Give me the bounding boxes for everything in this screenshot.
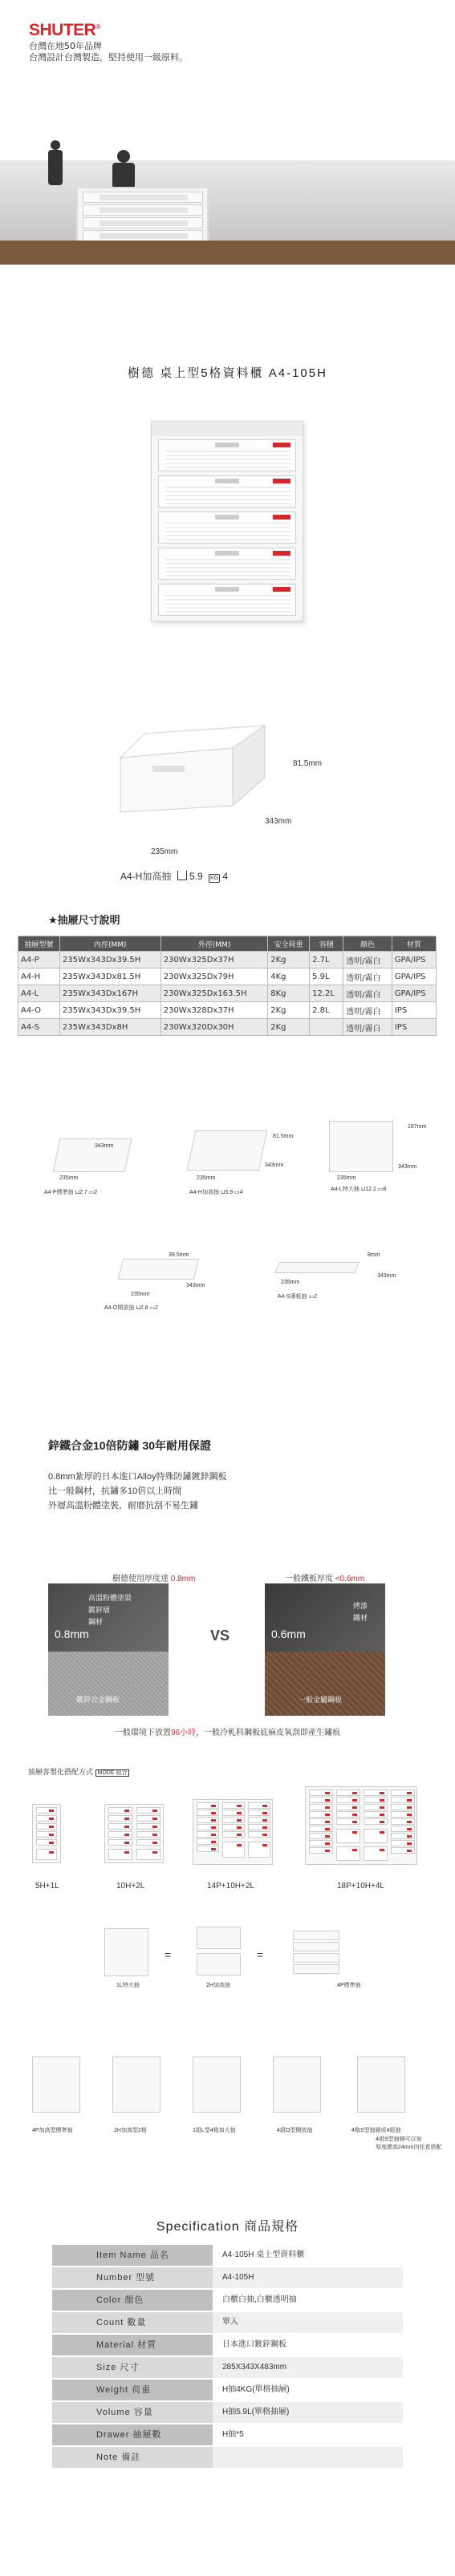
drawer-volume: 5.9 xyxy=(189,871,203,882)
alloy-title: 鋅鐵合金10倍防鏽 30年耐用保證 xyxy=(48,1439,212,1452)
product-title: 樹德 桌上型5格資料櫃 A4-105H xyxy=(128,366,327,380)
drawer-h-depth: 343mm xyxy=(265,1163,284,1168)
spec-row xyxy=(52,2357,403,2378)
alloy-line-3: 外層高溫粉體塗裝，耐磨抗刮不易生鏽 xyxy=(48,1501,198,1510)
left-sheet-label: 鍍鋅合金鋼板 xyxy=(76,1696,120,1704)
tagline-1: 台灣在地50年品牌 xyxy=(29,41,102,51)
table-header: 抽屜型號 xyxy=(18,936,60,952)
brand-logo: SHUTER® xyxy=(29,21,100,39)
table-cell: 4Kg xyxy=(268,969,310,985)
spec-row xyxy=(52,2290,403,2311)
right-layer-paint: 烤漆 xyxy=(353,1602,368,1610)
table-cell: 透明/霧白 xyxy=(343,1002,392,1019)
table-header: 外徑(MM) xyxy=(160,936,268,952)
right-sheet-label: 一般金屬鋼板 xyxy=(299,1696,343,1704)
spec-row xyxy=(52,2335,403,2356)
drawer-p-illustration xyxy=(53,1138,132,1172)
spec-value: 白櫃白抽,白櫃透明抽 xyxy=(213,2290,403,2311)
table-header: 容積 xyxy=(310,936,343,952)
drawer-l-caption: A4-L特大抽 ⊔12.2 ▭8 xyxy=(331,1187,387,1192)
layer-zinc: 鍍鋅層 xyxy=(88,1606,111,1614)
drawer-o-width: 235mm xyxy=(131,1292,150,1297)
eq-combo-4 xyxy=(273,2056,321,2113)
table-cell: 2Kg xyxy=(268,1019,310,1036)
eq-h-drawer-1 xyxy=(197,1927,241,1949)
spec-row xyxy=(52,2267,403,2288)
spec-row xyxy=(52,2312,403,2333)
table-cell: 2.7L xyxy=(310,952,343,969)
cabinet-illustration xyxy=(151,421,303,621)
spec-value: 單入 xyxy=(213,2312,403,2333)
eq-p-label: 4P標準抽 xyxy=(337,1983,361,1988)
table-cell: 2Kg xyxy=(268,1002,310,1019)
combo-label: 5H+1L xyxy=(35,1882,59,1891)
table-cell: IPS xyxy=(392,1019,436,1036)
eq-p-drawer xyxy=(293,1942,339,1951)
table-row xyxy=(18,1002,437,1019)
spec-key: Drawer 抽屜數 xyxy=(52,2424,213,2445)
header xyxy=(0,0,455,265)
combo-5h1l xyxy=(32,1804,61,1863)
spec-key: Weight 荷重 xyxy=(52,2380,213,2400)
combo-label: 14P+10H+2L xyxy=(207,1882,254,1891)
drawer-dimension-illustration xyxy=(112,718,273,822)
combo-10h2l xyxy=(104,1804,164,1863)
spec-key: Number 型號 xyxy=(52,2267,213,2288)
table-cell: A4-H xyxy=(18,969,60,985)
table-row xyxy=(18,985,437,1002)
left-caption: 樹德使用厚度達 0.8mm xyxy=(112,1575,196,1583)
drawer-p-caption: A4-P標準抽 ⊔2.7 ▭2 xyxy=(44,1190,98,1195)
table-cell: GPA/IPS xyxy=(392,952,436,969)
drawer-width-dim: 235mm xyxy=(151,847,178,856)
figurine-left xyxy=(48,140,63,187)
eq-combo-5 xyxy=(357,2056,405,2113)
spec-key: Material 材質 xyxy=(52,2335,213,2356)
drawer-h-illustration xyxy=(187,1130,268,1171)
spec-row xyxy=(52,2447,403,2468)
drawer-s-illustration xyxy=(274,1262,360,1273)
drawer-caption-row xyxy=(120,869,228,883)
table-cell: 透明/霧白 xyxy=(343,969,392,985)
table-row xyxy=(18,1019,437,1036)
table-cell: 5.9L xyxy=(310,969,343,985)
spec-row xyxy=(52,2245,403,2266)
spec-value: 285X343X483mm xyxy=(213,2357,403,2378)
equals-sign-2: = xyxy=(257,1948,264,1961)
table-cell: A4-L xyxy=(18,985,60,1002)
left-thickness: 0.8mm xyxy=(55,1628,89,1640)
table-cell: 230Wx325Dx37H xyxy=(160,952,268,969)
drawer-l-illustration xyxy=(329,1121,393,1172)
cabinet-drawer xyxy=(158,475,296,508)
eq-item-label: 4組O型開放抽 xyxy=(277,2128,313,2133)
spec-key: Color 顏色 xyxy=(52,2290,213,2311)
drawer-s-width: 235mm xyxy=(281,1280,300,1285)
table-cell: 235Wx343Dx39.5H xyxy=(59,952,160,969)
drawer-size-table xyxy=(18,936,437,1036)
table-cell: 230Wx328Dx37H xyxy=(160,1002,268,1019)
spec-key: Volume 容量 xyxy=(52,2402,213,2423)
drawer-o-depth: 343mm xyxy=(186,1283,205,1288)
figurine-right xyxy=(109,150,141,188)
spec-key: Count 數量 xyxy=(52,2312,213,2333)
spec-row xyxy=(52,2402,403,2423)
weight-icon: KG xyxy=(210,876,219,881)
spec-key: Item Name 品名 xyxy=(52,2245,213,2266)
eq-p-drawer xyxy=(293,1964,339,1974)
drawer-l-depth: 343mm xyxy=(398,1164,417,1170)
right-layer-iron: 鐵材 xyxy=(353,1614,368,1622)
table-cell: 透明/霧白 xyxy=(343,1019,392,1036)
spec-key: Size 尺寸 xyxy=(52,2357,213,2378)
spec-value: A4-105H xyxy=(213,2267,403,2288)
eq-note: 4組S型抽屜可以加 厚度總高24mm內任意搭配 xyxy=(376,2137,442,2150)
table-cell: 透明/霧白 xyxy=(343,952,392,969)
table-cell: A4-S xyxy=(18,1019,60,1036)
spec-value: A4-105H 桌上型資料櫃 xyxy=(213,2245,403,2266)
eq-h-label: 2H加高抽 xyxy=(206,1983,230,1988)
eq-item-label: 4格S型抽屜或4組抽 xyxy=(351,2128,401,2133)
right-caption: 一般鐵板厚度 <0.6mm xyxy=(285,1575,365,1583)
drawer-caption: A4-H加高抽 xyxy=(120,871,172,882)
table-cell xyxy=(310,1019,343,1036)
eq-item-label: 1組L型4格加大抽 xyxy=(193,2128,236,2133)
spec-value: 日本進口鍍鋅鋼板 xyxy=(213,2335,403,2356)
wood-shelf xyxy=(0,241,455,265)
eq-l-label: 1L特大抽 xyxy=(116,1983,140,1988)
spec-key: Note 備註 xyxy=(52,2447,213,2468)
drawer-p-depth: 343mm xyxy=(95,1143,114,1149)
table-cell: 235Wx343Dx8H xyxy=(59,1019,160,1036)
cabinet-drawer xyxy=(158,584,296,616)
table-cell: 2.8L xyxy=(310,1002,343,1019)
spec-row xyxy=(52,2380,403,2400)
alloy-line-1: 0.8mm紮厚的日本進口Alloy特殊防鏽鍍鋅鋼板 xyxy=(48,1472,227,1482)
table-cell: A4-P xyxy=(18,952,60,969)
rust-texture-right xyxy=(265,1652,385,1716)
table-cell: 2Kg xyxy=(268,952,310,969)
table-row xyxy=(18,952,437,969)
eq-l-drawer xyxy=(104,1928,148,1976)
eq-combo-3 xyxy=(193,2056,241,2113)
spec-value: H抽5.9L(單格抽屜) xyxy=(213,2402,403,2423)
combo-18p10h4l xyxy=(305,1786,417,1865)
cabinet-drawer xyxy=(158,439,296,471)
rust-footnote: 一般環境下放置96小時，一般冷軋料鋼板底麻皮氧刮即產生鏽痕 xyxy=(114,1729,341,1737)
spec-title: Specification 商品規格 xyxy=(156,2220,299,2234)
table-cell: GPA/IPS xyxy=(392,969,436,985)
table-header: 內徑(MM) xyxy=(59,936,160,952)
eq-item-label: 2H加高型2格 xyxy=(114,2128,147,2133)
eq-combo-2 xyxy=(112,2056,160,2113)
table-cell: A4-O xyxy=(18,1002,60,1019)
vs-text: VS xyxy=(210,1628,230,1644)
drawer-p-width: 235mm xyxy=(59,1175,79,1181)
drawer-h-caption: A4-H加高抽 ⊔5.9 ▭4 xyxy=(189,1190,243,1195)
eq-item-label: 4P加高型標準抽 xyxy=(32,2128,73,2133)
drawer-h-height: 81.5mm xyxy=(273,1134,294,1139)
table-header: 安全荷重 xyxy=(268,936,310,952)
cabinet-drawer xyxy=(158,548,296,580)
table-header: 顏色 xyxy=(343,936,392,952)
right-thickness: 0.6mm xyxy=(271,1628,306,1640)
drawer-height-dim: 81.5mm xyxy=(293,759,323,768)
spec-value: H抽4KG(單格抽屜) xyxy=(213,2380,403,2400)
table-cell: 8Kg xyxy=(268,985,310,1002)
equals-sign-1: = xyxy=(165,1948,172,1961)
layer-steel: 鋼材 xyxy=(88,1618,104,1626)
table-cell: IPS xyxy=(392,1002,436,1019)
tagline-2: 台灣設計台灣製造，堅持使用一級原料。 xyxy=(29,52,188,63)
table-cell: 235Wx343Dx81.5H xyxy=(59,969,160,985)
drawer-s-depth: 343mm xyxy=(377,1273,396,1279)
alloy-line-2: 比一般鋼材，抗鏽多10倍以上時間 xyxy=(48,1486,182,1496)
drawer-o-height: 39.5mm xyxy=(169,1252,189,1258)
eq-h-drawer-2 xyxy=(197,1953,241,1975)
combo-label: 10H+2L xyxy=(116,1882,145,1891)
cabinet-drawer xyxy=(158,512,296,544)
spec-value xyxy=(213,2447,403,2468)
layer-powder: 高溫粉體塗裝 xyxy=(88,1594,132,1602)
eq-p-drawer xyxy=(293,1931,339,1940)
combo-14p10h2l xyxy=(193,1799,273,1865)
spec-row xyxy=(52,2424,403,2445)
table-cell: 230Wx320Dx30H xyxy=(160,1019,268,1036)
drawer-o-illustration xyxy=(118,1259,199,1280)
eq-combo-1 xyxy=(32,2056,80,2113)
drawer-l-width: 235mm xyxy=(337,1175,356,1181)
drawer-depth-dim: 343mm xyxy=(265,817,292,826)
table-cell: 230Wx325Dx79H xyxy=(160,969,268,985)
table-cell: 12.2L xyxy=(310,985,343,1002)
table-cell: 透明/霧白 xyxy=(343,985,392,1002)
table-cell: 230Wx325Dx163.5H xyxy=(160,985,268,1002)
drawer-s-caption: A4-S薄板抽 ▭2 xyxy=(278,1294,318,1300)
volume-icon xyxy=(177,871,187,880)
drawer-h-width: 235mm xyxy=(197,1175,216,1181)
combo-title: 抽屜客製化搭配方式 MODE 組合 xyxy=(28,1766,129,1777)
steel-texture-left xyxy=(48,1652,169,1716)
spec-value: H抽*5 xyxy=(213,2424,403,2445)
table-header: 材質 xyxy=(392,936,436,952)
drawer-l-height: 167mm xyxy=(408,1124,427,1130)
drawer-s-height: 8mm xyxy=(368,1252,380,1258)
combo-label: 18P+10H+4L xyxy=(337,1882,384,1891)
table-cell: 235Wx343Dx167H xyxy=(59,985,160,1002)
table-row xyxy=(18,969,437,985)
eq-p-drawer xyxy=(293,1953,339,1963)
table-cell: 235Wx343Dx39.5H xyxy=(59,1002,160,1019)
table-cell: GPA/IPS xyxy=(392,985,436,1002)
drawer-load: 4 xyxy=(222,871,229,882)
drawer-table-title: ★抽屜尺寸說明 xyxy=(48,914,120,926)
drawer-o-caption: A4-O開放抽 ⊔2.8 ▭2 xyxy=(104,1305,158,1311)
